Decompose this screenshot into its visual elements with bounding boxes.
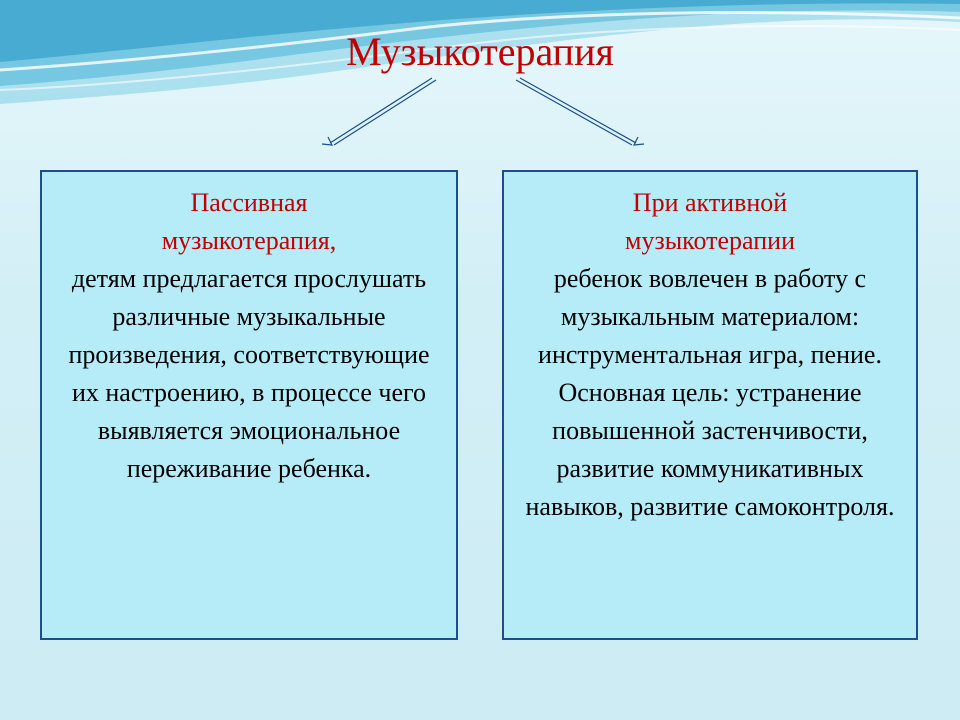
passive-therapy-box	[40, 170, 458, 640]
active-therapy-heading: При активной музыкотерапии	[624, 188, 795, 255]
active-therapy-box	[502, 170, 918, 640]
slide-title: Музыкотерапия	[346, 29, 614, 74]
passive-therapy-heading: Пассивная музыкотерапия,	[161, 188, 337, 255]
passive-therapy-text: детям предлагается прослушать различные музыкальные произведения, соответствующие их настроению, в процессе чего выявляется эмоциональное переживание ребенка.	[68, 264, 430, 483]
active-therapy-text: ребенок вовлечен в работу с музыкальным материалом: инструментальная игра, пение. Основная цель: устранение повышенной застенчивости, развитие коммуникативных навыков, развитие самоконтроля.	[525, 264, 895, 521]
